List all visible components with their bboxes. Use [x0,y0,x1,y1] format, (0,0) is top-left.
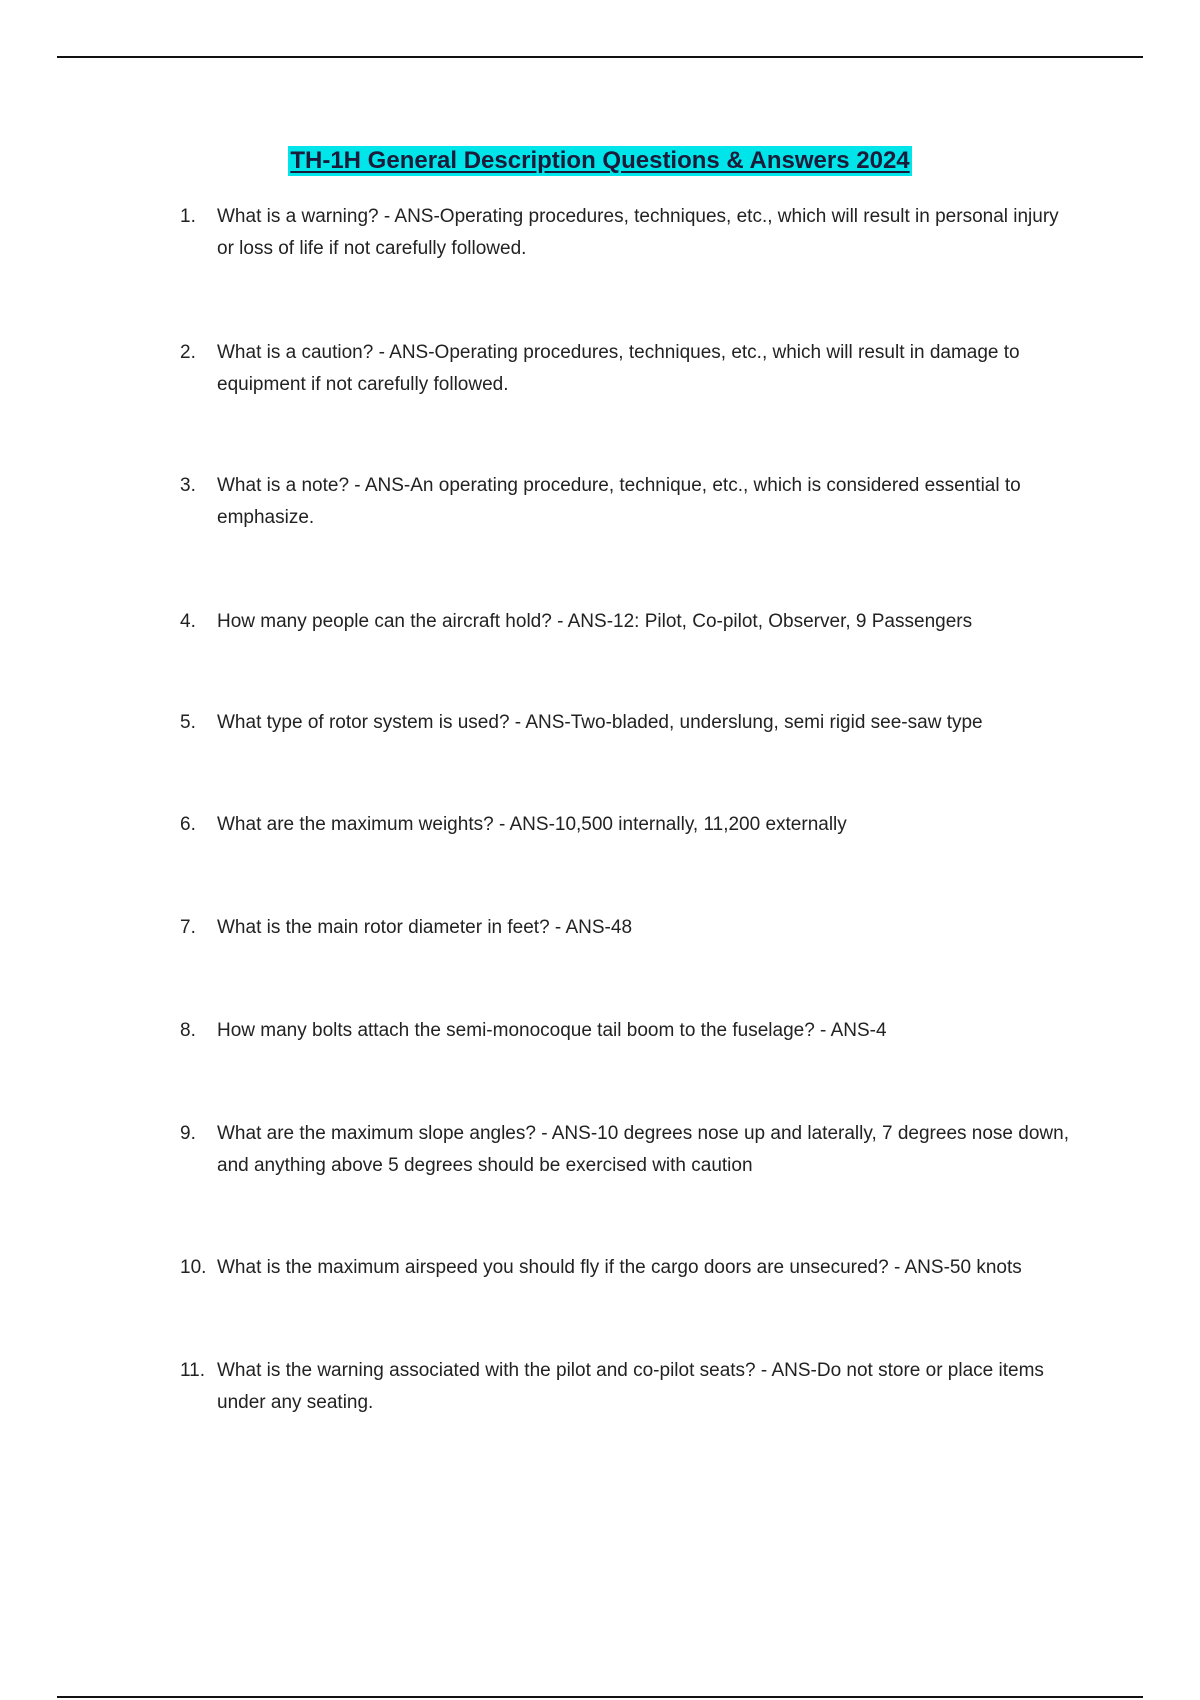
item-number: 9. [180,1123,196,1144]
item-number: 3. [180,475,196,496]
item-number: 1. [180,206,196,227]
item-text: What is the main rotor diameter in feet? - ANS-48 [217,917,633,938]
item-text: What is the maximum airspeed you should fly if the cargo doors are unsecured? - ANS-50 knots [217,1257,1022,1278]
title-container [0,146,1200,176]
item-number: 8. [180,1020,196,1041]
item-text: What are the maximum weights? - ANS-10,500 internally, 11,200 externally [217,814,847,835]
item-number: 6. [180,814,196,835]
item-text: How many people can the aircraft hold? - ANS-12: Pilot, Co-pilot, Observer, 9 Passengers [217,611,973,632]
document-title: TH-1H General Description Questions & Answers 2024 [290,147,910,174]
header-rule [57,56,1143,58]
item-number: 10. [180,1257,207,1278]
item-text: What is a warning? - ANS-Operating procedures, techniques, etc., which will result in personal injury or loss of life if not carefully followed. [217,206,1059,259]
item-text: What is a caution? - ANS-Operating procedures, techniques, etc., which will result in damage to equipment if not carefully followed. [217,342,1020,395]
item-number: 2. [180,342,196,363]
footer-rule [57,1696,1143,1698]
item-number: 5. [180,712,196,733]
item-number: 11. [180,1360,206,1381]
item-number: 7. [180,917,196,938]
item-number: 4. [180,611,196,632]
item-text: What is the warning associated with the pilot and co-pilot seats? - ANS-Do not store or place items under any seating. [217,1360,1044,1413]
item-text: What type of rotor system is used? - ANS-Two-bladed, underslung, semi rigid see-saw type [217,712,983,733]
item-text: What are the maximum slope angles? - ANS-10 degrees nose up and laterally, 7 degrees nose down, and anything above 5 degrees should be exercised with caution [217,1123,1069,1176]
item-text: What is a note? - ANS-An operating procedure, technique, etc., which is considered essential to emphasize. [217,475,1021,528]
item-text: How many bolts attach the semi-monocoque tail boom to the fuselage? - ANS-4 [217,1020,887,1041]
